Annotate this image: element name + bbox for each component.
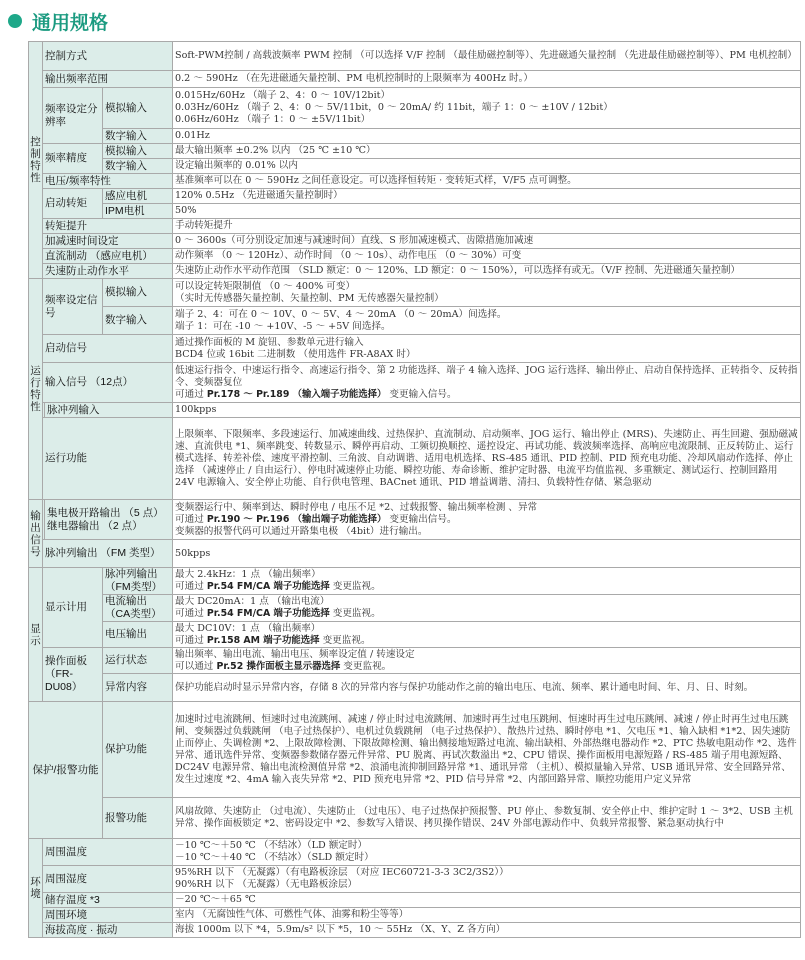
label-freq-accuracy: 频率精度: [43, 144, 103, 174]
value-torque-boost: 手动转矩提升: [173, 219, 801, 234]
label-acc-digital: 数字输入: [103, 159, 173, 174]
value-start-signal: 通过操作面板的 M 旋钮、参数单元进行输入 BCD4 位或 16bit 二进制数 （使用选件 FR-A8AX 时）: [173, 335, 801, 363]
value-storage-temp: －20 ℃～＋65 ℃: [173, 893, 801, 908]
value-vf-characteristic: 基准频率可以在 0 ～ 590Hz 之间任意设定。可以选择恒转矩 · 变转矩式样，V/F5 点可调整。: [173, 174, 801, 189]
value-output-freq: 0.2 ～ 590Hz （在先进磁通矢量控制、PM 电机控制时的上限频率为 400Hz 时。）: [173, 71, 801, 88]
label-run-status: 运行状态: [103, 648, 173, 674]
param-ref: Pr.178 ～ Pr.189 （输入端子功能选择）: [206, 388, 387, 400]
label-altitude-vibration: 海拔高度 · 振动: [43, 923, 173, 938]
value-dc-brake: 动作频率 （0 ～ 120Hz）、动作时间 （0 ～ 10s）、动作电压 （0 ～ 30%）可变: [173, 249, 801, 264]
label-run-functions: 运行功能: [43, 418, 173, 500]
label-input-signal: 输入信号 （12点）: [43, 363, 173, 403]
param-ref: Pr.158 AM 端子功能选择: [206, 634, 320, 646]
label-sig-analog: 模拟输入: [103, 279, 173, 307]
label-output-freq: 输出频率范围: [43, 71, 173, 88]
value-sig-digital: 端子 2、4：可在 0 ～ 10V、0 ～ 5V、4 ～ 20mA （0 ～ 20mA）间选择。 端子 1：可在 -10 ～ +10V、-5 ～ +5V 间选择。: [173, 307, 801, 335]
value-pulse-output: 50kpps: [173, 540, 801, 568]
value-altitude-vibration: 海拔 1000m 以下 *4，5.9m/s² 以下 *5，10 ～ 55Hz （X、Y、Z 各方向）: [173, 923, 801, 938]
bullet-icon: [8, 14, 22, 28]
value-accel-time: 0 ～ 3600s（可分别设定加速与减速时间）直线、S 形加减速模式、齿隙措施加减速: [173, 234, 801, 249]
value-res-analog: 0.015Hz/60Hz （端子 2、4：0 ～ 10V/12bit） 0.03Hz/60Hz （端子 2、4：0 ～ 5V/11bit，0 ～ 20mA/ 约 11bit，端子 1：0 ～ ±10V / 12bit） 0.06Hz/60Hz （端子 1：0 ～ ±5V/11bit）: [173, 88, 801, 129]
label-environment: 周围环境: [43, 908, 173, 923]
label-start-torque: 启动转矩: [43, 189, 103, 219]
label-output-points: 集电极开路输出 （5 点） 继电器输出 （2 点）: [45, 500, 173, 540]
section-environment: 环 境: [29, 839, 43, 938]
label-pulse-output: 脉冲列输出 （FM 类型）: [43, 540, 173, 568]
value-meter-current: 最大 DC20mA：1 点 （输出电流） 可通过 Pr.54 FM/CA 端子功能选择 变更监视。: [173, 595, 801, 622]
value-protect-func: 加速时过电流跳闸、恒速时过电流跳闸、减速 / 停止时过电流跳闸、加速时再生过电压跳闸、恒速时再生过电压跳闸、减速 / 停止时再生过电压跳闸、变频器过负载跳闸 （电子过热保护）、电机过负载跳闸 （电子过热保护）、散热片过热、瞬时停电 *1、欠电压 *1、输入缺相 *1*2、因失速防止而停止、失调检测 *2、上限故障检测、下限故障检测、输出侧接地短路过电流、输出缺相、外部热继电器动作 *2、PTC 热敏电阻动作 *2、选件异常、通讯选件异常、变频器参数储存器元件异常、PU 脱离、再试次数溢出 *2、CPU 错误、操作面板用电源短路 / RS-485 端子用电源短路、DC24V 电源异常、输出电流检测值异常 *2、浪涌电流抑制回路异常 *1、通讯异常 （主机）、模拟量输入异常、USB 通讯异常、安全回路异常、发生过速度 *2、4mA 输入丧失异常 *2、PID 预充电异常 *2、PID 信号异常 *2、内部回路异常、顺控功能用户定义异常: [173, 702, 801, 798]
section-protection: 保护/报警功能: [29, 702, 103, 839]
section-display: 显 示: [29, 568, 43, 702]
label-torque-induction: 感应电机: [103, 189, 173, 204]
label-meter-output: 显示计用: [43, 568, 103, 648]
value-stall-prevention: 失速防止动作水平动作范围 （SLD 额定：0 ～ 120%、LD 额定：0 ～ 150%），可以选择有或无。（V/F 控制、先进磁通矢量控制）: [173, 264, 801, 279]
spec-table: [28, 41, 801, 938]
value-torque-ipm: 50%: [173, 204, 801, 219]
section-control: 控 制 特 性: [29, 42, 43, 279]
value-ambient-humidity: 95%RH 以下 （无凝露）（有电路板涂层 （对应 IEC60721-3-3 3C2/3S2）） 90%RH 以下 （无凝露）（无电路板涂层）: [173, 866, 801, 893]
label-vf-characteristic: 电压/频率特性: [43, 174, 173, 189]
value-environment: 室内 （无腐蚀性气体、可燃性气体、油雾和粉尘等等）: [173, 908, 801, 923]
value-fault-content: 保护功能启动时显示异常内容，存储 8 次的异常内容与保护功能动作之前的输出电压、电流、频率、累计通电时间、年、月、日、时刻。: [173, 674, 801, 702]
value-run-functions: 上限频率、下限频率、多段速运行、加减速曲线、过热保护、直流制动、启动频率、JOG 运行、输出停止 (MRS)、失速防止、再生回避、强励磁减速、直流供电 *1、频率跳变、转数显示、瞬停再启动、工频切换顺控、遥控设定、再试功能、载波频率选择、高响应电流限制、正反转防止、运行模式选择、转差补偿、速度平滑控制、三角波、自动调谐、适用电机选择、RS-485 通讯、PID 控制、PID 预充电功能、冷却风扇动作选择、停止选择 （减速停止 / 自由运行）、停电时减速停止功能、瞬控功能、寿命诊断、维护定时器、电流平均值监视、多重额定、测试运行、控制回路用 24V 电源输入、安全停止功能、自行供电管理、BACnet 通讯、PID 增益调谐、清扫、负载特性存储、紧急驱动: [173, 418, 801, 500]
label-torque-ipm: IPM电机: [103, 204, 173, 219]
param-ref: Pr.54 FM/CA 端子功能选择: [206, 608, 330, 619]
label-dc-brake: 直流制动 （感应电机）: [43, 249, 173, 264]
label-acc-analog: 模拟输入: [103, 144, 173, 159]
value-sig-analog: 可以设定转矩限制值 （0 ～ 400% 可变） （实时无传感器矢量控制、矢量控制、PM 无传感器矢量控制）: [173, 279, 801, 307]
value-acc-digital: 设定输出频率的 0.01% 以内: [173, 159, 801, 174]
value-alarm-func: 风扇故障、失速防止 （过电流）、失速防止 （过电压）、电子过热保护预报警、PU 停止、参数复制、安全停止中、维护定时 1 ～ 3*2、USB 主机异常、操作面板锁定 *2、密码设定中 *2、参数写入错误、拷贝操作错误、24V 外部电源动作中、负载异常报警、紧急驱动执行中: [173, 798, 801, 839]
label-freq-signal: 频率设定信号: [43, 279, 103, 335]
label-start-signal: 启动信号: [43, 335, 173, 363]
section-operation: 运 行 特 性: [29, 279, 43, 500]
value-meter-voltage: 最大 DC10V：1 点 （输出频率） 可通过 Pr.158 AM 端子功能选择 变更监视。: [173, 622, 801, 648]
param-ref: Pr.52 操作面板主显示器选择: [216, 660, 341, 672]
value-res-digital: 0.01Hz: [173, 129, 801, 144]
label-pulse-input: 脉冲列输入: [45, 403, 173, 418]
label-meter-voltage: 电压输出: [103, 622, 173, 648]
value-control-method: Soft-PWM控制 / 高载波频率 PWM 控制 （可以选择 V/F 控制 （最佳励磁控制等）、先进磁通矢量控制 （先进最佳励磁控制等）、PM 电机控制）: [173, 42, 801, 71]
label-accel-time: 加减速时间设定: [43, 234, 173, 249]
value-input-signal: 低速运行指令、中速运行指令、高速运行指令、第 2 功能选择、端子 4 输入选择、JOG 运行选择、输出停止、启动自保持选择、正转指令、反转指令、变频器复位 可通过 Pr.178 ～ Pr.189 （输入端子功能选择） 变更输入信号。: [173, 363, 801, 403]
page-title: [8, 6, 108, 36]
param-ref: Pr.190 ～ Pr.196 （输出端子功能选择）: [206, 513, 387, 525]
label-meter-current: 电流输出 （CA类型）: [103, 595, 173, 622]
value-meter-pulse: 最大 2.4kHz：1 点 （输出频率） 可通过 Pr.54 FM/CA 端子功能选择 变更监视。: [173, 568, 801, 595]
label-stall-prevention: 失速防止动作水平: [43, 264, 173, 279]
label-operation-panel: 操作面板 （FR-DU08）: [43, 648, 103, 702]
section-output: 输 出 信 号: [29, 500, 43, 568]
label-sig-digital: 数字输入: [103, 307, 173, 335]
value-pulse-input: 100kpps: [173, 403, 801, 418]
label-fault-content: 异常内容: [103, 674, 173, 702]
label-storage-temp: 储存温度 *3: [43, 893, 173, 908]
label-alarm-func: 报警功能: [103, 798, 173, 839]
param-ref: Pr.54 FM/CA 端子功能选择: [206, 581, 330, 592]
value-run-status: 输出频率、输出电流、输出电压、频率设定值 / 转速设定 可以通过 Pr.52 操作面板主显示器选择 变更监视。: [173, 648, 801, 674]
label-freq-resolution: 频率设定分辨率: [43, 88, 103, 144]
value-acc-analog: 最大输出频率 ±0.2% 以内 （25 ℃ ±10 ℃）: [173, 144, 801, 159]
page-title-text: 通用规格: [32, 11, 109, 34]
label-meter-pulse: 脉冲列输出 （FM类型）: [103, 568, 173, 595]
label-res-analog: 模拟输入: [103, 88, 173, 129]
label-control-method: 控制方式: [43, 42, 173, 71]
value-torque-induction: 120% 0.5Hz （先进磁通矢量控制时）: [173, 189, 801, 204]
label-torque-boost: 转矩提升: [43, 219, 173, 234]
value-output-signal: 变频器运行中、频率到达、瞬时停电 / 电压不足 *2、过载报警、输出频率检测 、异常 可通过 Pr.190 ～ Pr.196 （输出端子功能选择） 变更输出信号。 变频器的报警代码可以通过开路集电极 （4bit）进行输出。: [173, 500, 801, 540]
value-ambient-temp: －10 ℃～＋50 ℃ （不结冰）（LD 额定时） －10 ℃～＋40 ℃ （不结冰）（SLD 额定时）: [173, 839, 801, 866]
label-ambient-temp: 周围温度: [43, 839, 173, 866]
label-res-digital: 数字输入: [103, 129, 173, 144]
label-ambient-humidity: 周围湿度: [43, 866, 173, 893]
label-protect-func: 保护功能: [103, 702, 173, 798]
